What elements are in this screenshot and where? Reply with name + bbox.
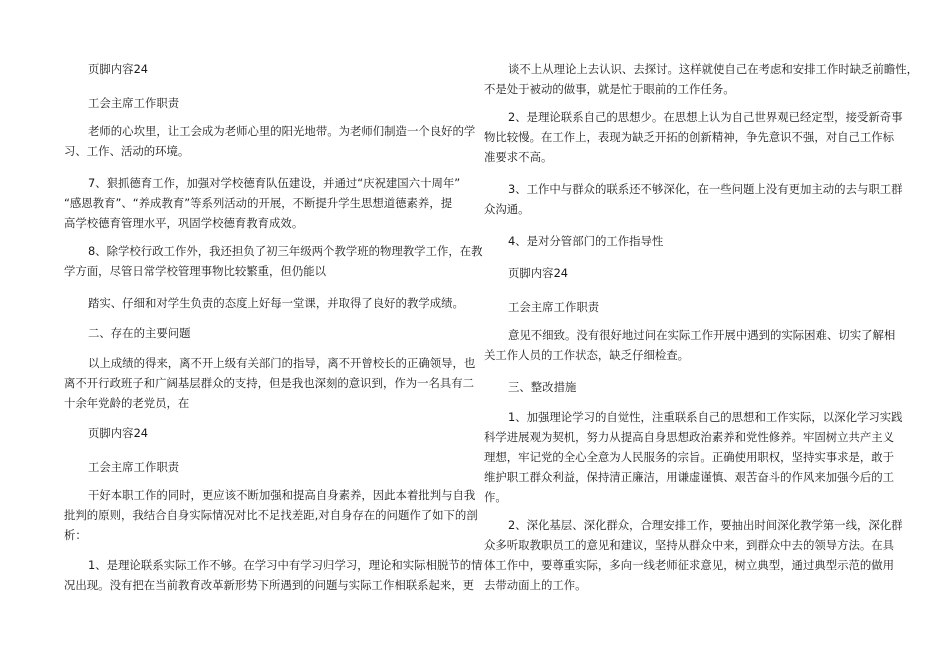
paragraph <box>484 263 568 283</box>
text-line: 1、是理论联系实际工作不够。在学习中有学习归学习，理论和实际相脱节的情 <box>88 558 483 572</box>
text-line: 作。 <box>484 490 507 504</box>
text-line: 理想，牢记党的全心全意为人民服务的宗旨。正确使用职权，坚持实事求是，敢于 <box>484 450 895 464</box>
paragraph <box>484 59 918 99</box>
paragraph <box>484 325 895 365</box>
text-line: 十余年党龄的老党员，在 <box>64 396 190 410</box>
paragraph <box>64 457 179 477</box>
text-line: 7、狠抓德育工作，加强对学校德育队伍建设，并通过“庆祝建国六十周年” <box>88 176 461 190</box>
text-line: 谈不上从理论上去认识、去探讨。这样就使自己在考虑和安排工作时缺乏前瞻性， <box>508 62 919 76</box>
text-line: 物比较慢。在工作上，表现为缺乏开拓的创新精神，争先意识不强，对自己工作标 <box>484 130 895 144</box>
paragraph <box>64 173 460 233</box>
text-line: 二、存在的主要问题 <box>88 326 191 340</box>
text-line: 工会主席工作职责 <box>88 460 180 474</box>
text-line: 三、整改措施 <box>508 380 577 394</box>
text-line: 析： <box>64 528 87 542</box>
text-line: 老师的心坎里，让工会成为老师心里的阳光地带。为老师们制造一个良好的学 <box>88 124 476 138</box>
text-line: 3、工作中与群众的联系还不够深化，在一些问题上没有更加主动的去与职工群 <box>508 182 903 196</box>
text-line: 维护职工群众利益，保持清正廉洁，用谦虚谨慎、艰苦奋斗的作风来加强今后的工 <box>484 470 895 484</box>
paragraph <box>64 293 464 313</box>
text-line: 高学校德育管理水平，巩固学校德育教育成效。 <box>64 216 304 230</box>
paragraph <box>484 179 903 219</box>
text-line: 不是处于被动的做事，就是忙于眼前的工作任务。 <box>484 82 735 96</box>
text-line: 科学进展观为契机，努力从提高自身思想政治素养和党性修养。牢固树立共产主义 <box>484 430 895 444</box>
text-line: 干好本职工作的同时，更应该不断加强和提高自身素养，因此本着批判与自我 <box>88 488 476 502</box>
text-line: 批判的原则，我结合自身实际情况对比不足找差距,对自身存在的问题作了如下的剖 <box>64 508 478 522</box>
text-line: 去带动面上的工作。 <box>484 578 587 592</box>
paragraph <box>64 555 483 595</box>
text-line: 工会主席工作职责 <box>88 96 180 110</box>
text-line: 1、加强理论学习的自觉性，注重联系自己的思想和工作实际，以深化学习实践 <box>508 410 903 424</box>
paragraph <box>64 353 475 413</box>
text-line: 体工作中，要尊重实际，多向一线老师征求意见，树立典型，通过典型示范的做用 <box>484 558 895 572</box>
paragraph <box>484 107 903 167</box>
paragraph <box>484 377 576 397</box>
paragraph <box>484 231 663 251</box>
text-line: 踏实、仔细和对学生负责的态度上好每一堂课，并取得了良好的教学成绩。 <box>88 296 464 310</box>
text-line: 8、除学校行政工作外，我还担负了初三年级两个教学班的物理教学工作，在教 <box>88 244 483 258</box>
text-line: “感恩教育”、“养成教育”等系列活动的开展，不断提升学生思想道德素养，提 <box>64 196 453 210</box>
text-line: 2、是理论联系自己的思想少。在思想上认为自己世界观已经定型，接受新奇事 <box>508 110 903 124</box>
paragraph <box>64 323 191 343</box>
text-line: 页脚内容24 <box>88 62 149 76</box>
text-line: 页脚内容24 <box>88 426 149 440</box>
paragraph <box>64 241 483 281</box>
text-line: 页脚内容24 <box>508 266 569 280</box>
paragraph <box>484 297 599 317</box>
text-line: 准要求不高。 <box>484 150 553 164</box>
text-line: 以上成绩的得来，离不开上级有关部门的指导，离不开曾校长的正确领导，也 <box>88 356 476 370</box>
paragraph <box>64 93 179 113</box>
paragraph <box>64 485 478 545</box>
text-line: 众沟通。 <box>484 202 530 216</box>
paragraph <box>64 121 475 161</box>
text-line: 工会主席工作职责 <box>508 300 600 314</box>
paragraph <box>484 515 903 595</box>
text-line: 离不开行政班子和广阔基层群众的支持，但是我也深刻的意识到，作为一名具有二 <box>64 376 475 390</box>
text-line: 学方面，尽管日常学校管理事物比较繁重，但仍能以 <box>64 264 326 278</box>
text-line: 2、深化基层、深化群众，合理安排工作，要抽出时间深化教学第一线，深化群 <box>508 518 903 532</box>
text-line: 众多听取教职员工的意见和建议，坚持从群众中来，到群众中去的领导方法。在具 <box>484 538 895 552</box>
text-line: 4、是对分管部门的工作指导性 <box>508 234 664 248</box>
text-line: 习、工作、活动的环境。 <box>64 144 190 158</box>
paragraph <box>64 423 148 443</box>
paragraph <box>64 59 148 79</box>
text-line: 况出现。没有把在当前教育改革新形势下所遇到的问题与实际工作相联系起来，更 <box>64 578 475 592</box>
paragraph <box>484 407 903 507</box>
text-line: 关工作人员的工作状态，缺乏仔细检查。 <box>484 348 690 362</box>
text-line: 意见不细致。没有很好地过问在实际工作开展中遇到的实际困难、切实了解相 <box>508 328 896 342</box>
